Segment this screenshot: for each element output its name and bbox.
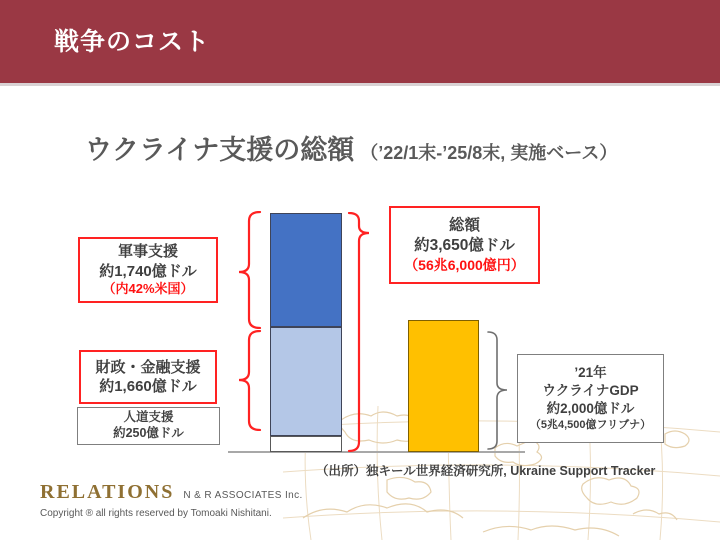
brace-gdp [486, 331, 510, 450]
bar-segment-humanitarian [270, 436, 342, 452]
brace-total [347, 212, 373, 452]
brace-fiscal [236, 330, 262, 431]
stacked-bar [270, 213, 342, 452]
source-note: （出所）独キール世界経済研究所, Ukraine Support Tracker [316, 464, 656, 478]
gdp-year: ’21年 [574, 364, 607, 380]
total-box [389, 206, 540, 284]
fiscal-label: 財政・金融支援 [95, 358, 201, 376]
humanitarian-support-box [77, 407, 220, 445]
page-title: 戦争のコスト [54, 28, 211, 56]
company-name: N & R ASSOCIATES Inc. [183, 490, 303, 501]
footer [40, 481, 303, 519]
gdp-value: 約2,000億ドル [546, 401, 635, 417]
bar-segment-military [270, 213, 342, 327]
total-yen: （56兆6,000億円） [404, 257, 525, 274]
humanitarian-label: 人道支援 [123, 410, 174, 425]
military-label: 軍事支援 [117, 243, 178, 261]
fiscal-value: 約1,660億ドル [99, 378, 197, 395]
military-value: 約1,740億ドル [99, 262, 197, 280]
gdp-bar [408, 320, 479, 452]
military-note: （内42%米国） [102, 281, 194, 297]
gdp-box [517, 354, 664, 443]
chart-title-period: （’22/1末-’25/8末, 実施ベース） [360, 143, 618, 163]
chart-title [85, 128, 617, 167]
gdp-hryvnia: （5兆4,500億フリブナ） [529, 419, 652, 432]
fiscal-support-box [79, 350, 217, 404]
header-bar [0, 0, 720, 86]
humanitarian-value: 約250億ドル [113, 426, 184, 440]
brand-logo: RELATIONS [40, 481, 175, 503]
total-value: 約3,650億ドル [414, 236, 515, 254]
copyright-text: Copyright ® all rights reserved by Tomoaki Nishitani. [40, 508, 272, 519]
chart-title-main: ウクライナ支援の総額 [85, 135, 355, 165]
total-label: 総額 [448, 216, 480, 234]
military-support-box [78, 237, 218, 303]
brace-military [236, 211, 262, 329]
gdp-label: ウクライナGDP [542, 382, 639, 398]
bar-segment-fiscal [270, 327, 342, 436]
